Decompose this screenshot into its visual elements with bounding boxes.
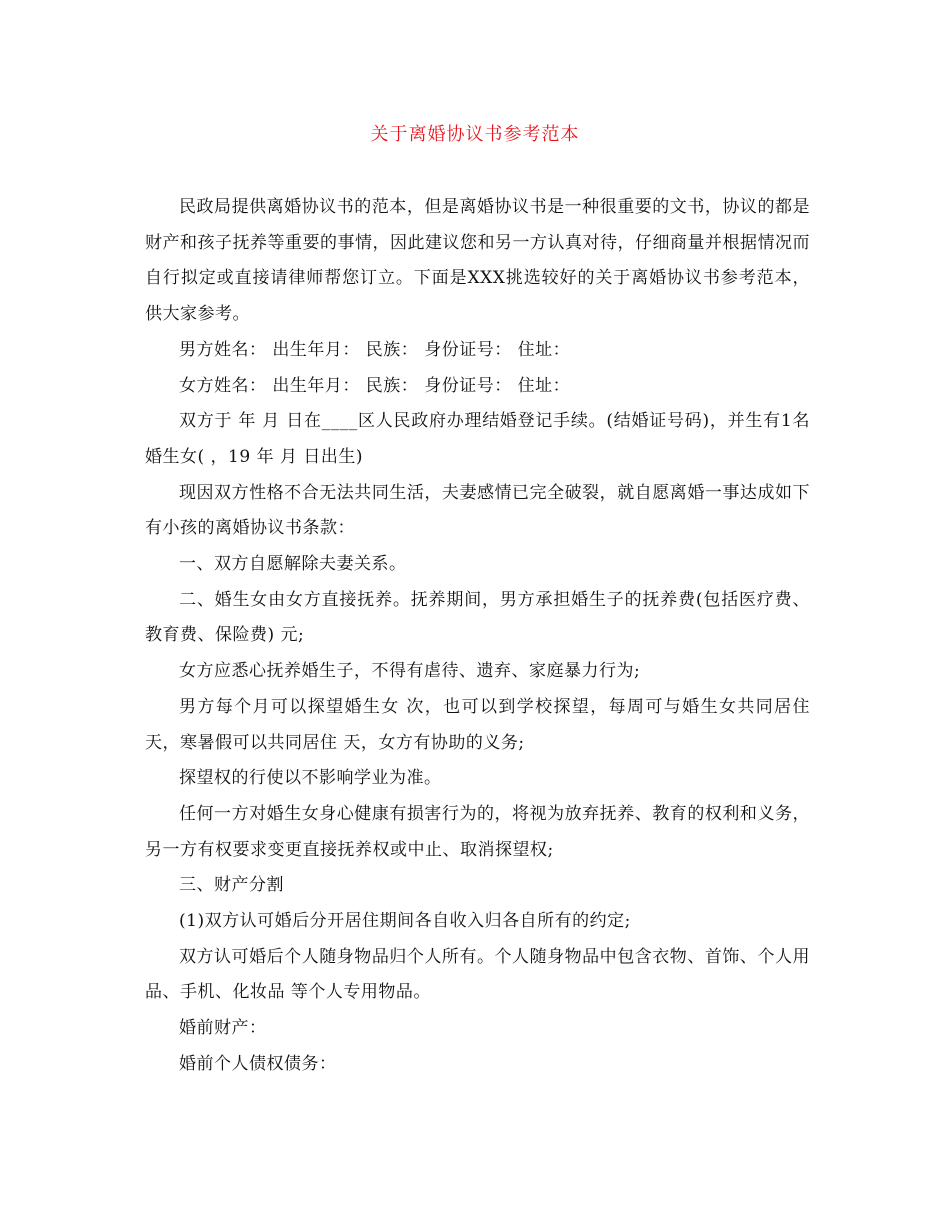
paragraph-husband-info: 男方姓名： 出生年月： 民族： 身份证号： 住址： — [179, 339, 571, 360]
paragraph-premarital-property: 婚前财产： — [179, 1018, 267, 1039]
paragraph-clause-1: 一、双方自愿解除夫妻关系。 — [179, 554, 407, 575]
paragraph-divorce-reason: 现因双方性格不合无法共同生活，夫妻感情已完全破裂，就自愿离婚一事达成如下有小孩的离婚协议书条款： — [145, 482, 810, 539]
paragraph-premarital-debts: 婚前个人债权债务： — [179, 1053, 337, 1074]
paragraph-income: (1)双方认可婚后分开居住期间各自收入归各自所有的约定; — [179, 911, 631, 932]
paragraph-visitation: 男方每个月可以探望婚生女 次，也可以到学校探望，每周可与婚生女共同居住 天，寒暑假可以共同居住 天，女方有协助的义务; — [145, 696, 810, 753]
paragraph-intro: 民政局提供离婚协议书的范本，但是离婚协议书是一种很重要的文书，协议的都是财产和孩子抚养等重要的事情，因此建议您和另一方认真对待，仔细商量并根据情况而自行拟定或直接请律师帮您订立。下面是XXX挑选较好的关于离婚协议书参考范本，供大家参考。 — [145, 197, 810, 325]
paragraph-personal-items: 双方认可婚后个人随身物品归个人所有。个人随身物品中包含衣物、首饰、个人用品、手机、化妆品 等个人专用物品。 — [145, 946, 810, 1003]
paragraph-marriage-registration: 双方于 年 月 日在____区人民政府办理结婚登记手续。(结婚证号码)，并生有1名婚生女( ，19 年 月 日出生) — [145, 411, 810, 467]
paragraph-custody-duty: 女方应悉心抚养婚生子，不得有虐待、遗弃、家庭暴力行为; — [179, 661, 641, 682]
paragraph-wife-info: 女方姓名： 出生年月： 民族： 身份证号： 住址： — [179, 375, 571, 396]
document-body — [145, 190, 810, 1083]
paragraph-clause-2: 二、婚生女由女方直接抚养。抚养期间，男方承担婚生子的抚养费(包括医疗费、教育费、保险费) 元; — [145, 589, 810, 646]
paragraph-clause-3: 三、财产分割 — [179, 875, 284, 896]
document-title: 关于离婚协议书参考范本 — [370, 124, 580, 145]
paragraph-visitation-limit: 探望权的行使以不影响学业为准。 — [179, 768, 442, 789]
paragraph-custody-change: 任何一方对婚生女身心健康有损害行为的，将视为放弃抚养、教育的权利和义务，另一方有权要求变更直接抚养权或中止、取消探望权; — [145, 803, 810, 860]
